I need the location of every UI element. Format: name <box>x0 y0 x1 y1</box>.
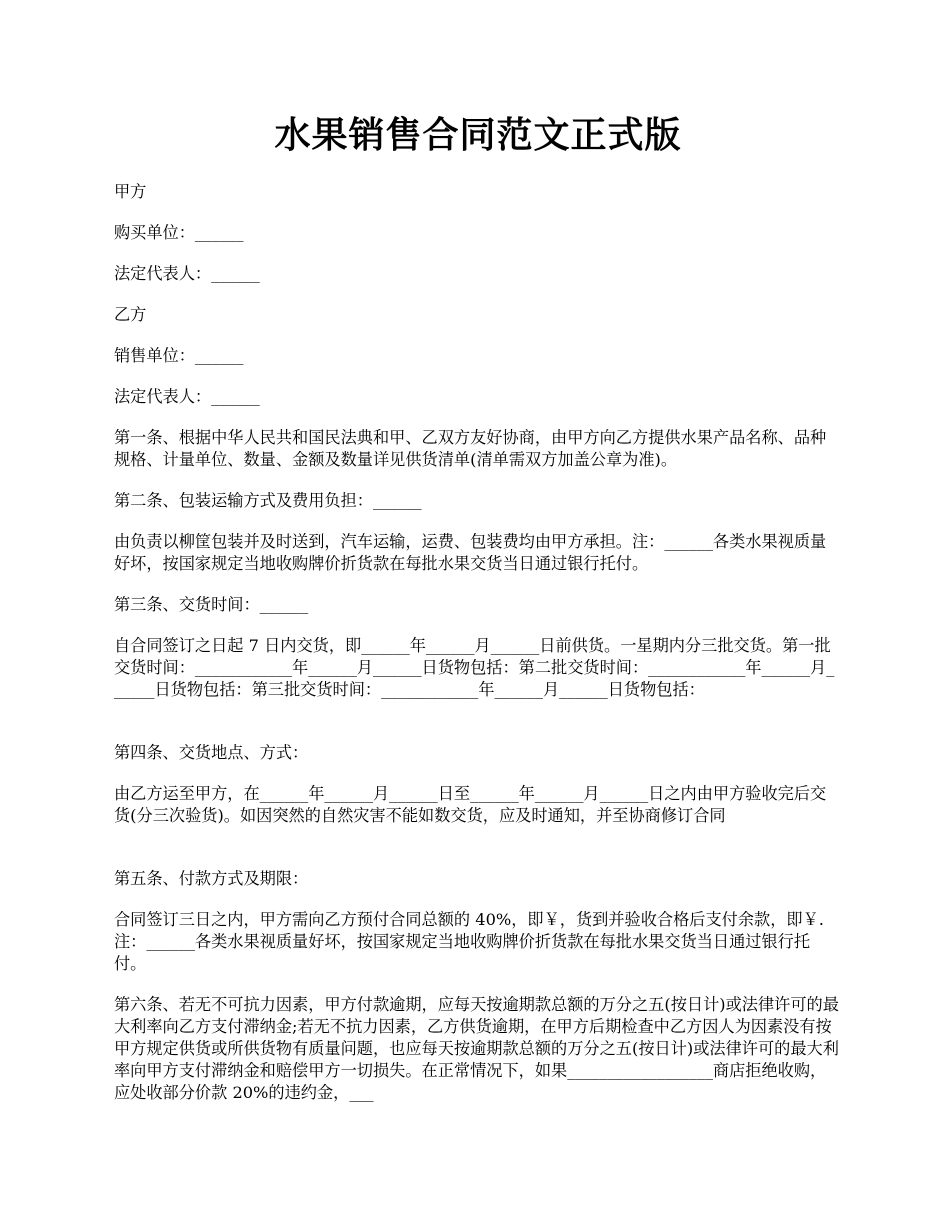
article-1: 第一条、根据中华人民共和国民法典和甲、乙双方友好协商，由甲方向乙方提供水果产品名称、品种规格、计量单位、数量、金额及数量详见供货清单(清单需双方加盖公章为准)。 <box>114 428 827 469</box>
article-5: 第五条、付款方式及期限： <box>114 869 309 888</box>
seller-unit-line: 销售单位：______ <box>114 346 244 365</box>
party-b-heading: 乙方 <box>114 305 147 324</box>
buyer-representative-line: 法定代表人：______ <box>114 264 260 283</box>
article-3: 第三条、交货时间：______ <box>114 595 309 614</box>
buyer-unit-line: 购买单位：______ <box>114 223 244 242</box>
article-4-detail: 由乙方运至甲方，在______年______月______日至______年______月______日之内由甲方验收完后交货(分三次验货)。如因突然的自然灾害不能如数交货，应及时通知，并至协商修订合同 <box>114 784 827 825</box>
party-a-heading: 甲方 <box>114 182 147 201</box>
article-3-detail: 自合同签订之日起 7 日内交货，即______年______月______日前供货。一星期内分三批交货。第一批交货时间：____________年______月______日货物包括：第二批交货时间：____________年______月______日货物包括：第三批交货时间：____________年______月______日货物包括： <box>114 636 835 699</box>
article-2: 第二条、包装运输方式及费用负担：______ <box>114 491 422 510</box>
seller-representative-line: 法定代表人：______ <box>114 387 260 406</box>
document-title: 水果销售合同范文正式版 <box>274 115 682 156</box>
article-4: 第四条、交货地点、方式： <box>114 743 309 762</box>
article-5-detail: 合同签订三日之内，甲方需向乙方预付合同总额的 40%，即￥，货到并验收合格后支付余款，即￥.注：______各类水果视质量好坏，按国家规定当地收购牌价折货款在每批水果交货当日通过银行托付。 <box>114 910 824 973</box>
article-2-detail: 由负责以柳筐包装并及时送到，汽车运输，运费、包装费均由甲方承担。注：______各类水果视质量好坏，按国家规定当地收购牌价折货款在每批水果交货当日通过银行托付。 <box>114 532 827 573</box>
article-6: 第六条、若无不可抗力因素，甲方付款逾期，应每天按逾期款总额的万分之五(按日计)或法律许可的最大利率向乙方支付滞纳金;若无不抗力因素，乙方供货逾期，在甲方后期检查中乙方因人为因素没有按甲方规定供货或所供货物有质量问题，也应每天按逾期款总额的万分之五(按日计)或法律许可的最大利率向甲方支付滞纳金和赔偿甲方一切损失。在正常情况下，如果__________________商店拒绝收购，应处收部分价款 20%的违约金，___ <box>114 995 839 1102</box>
